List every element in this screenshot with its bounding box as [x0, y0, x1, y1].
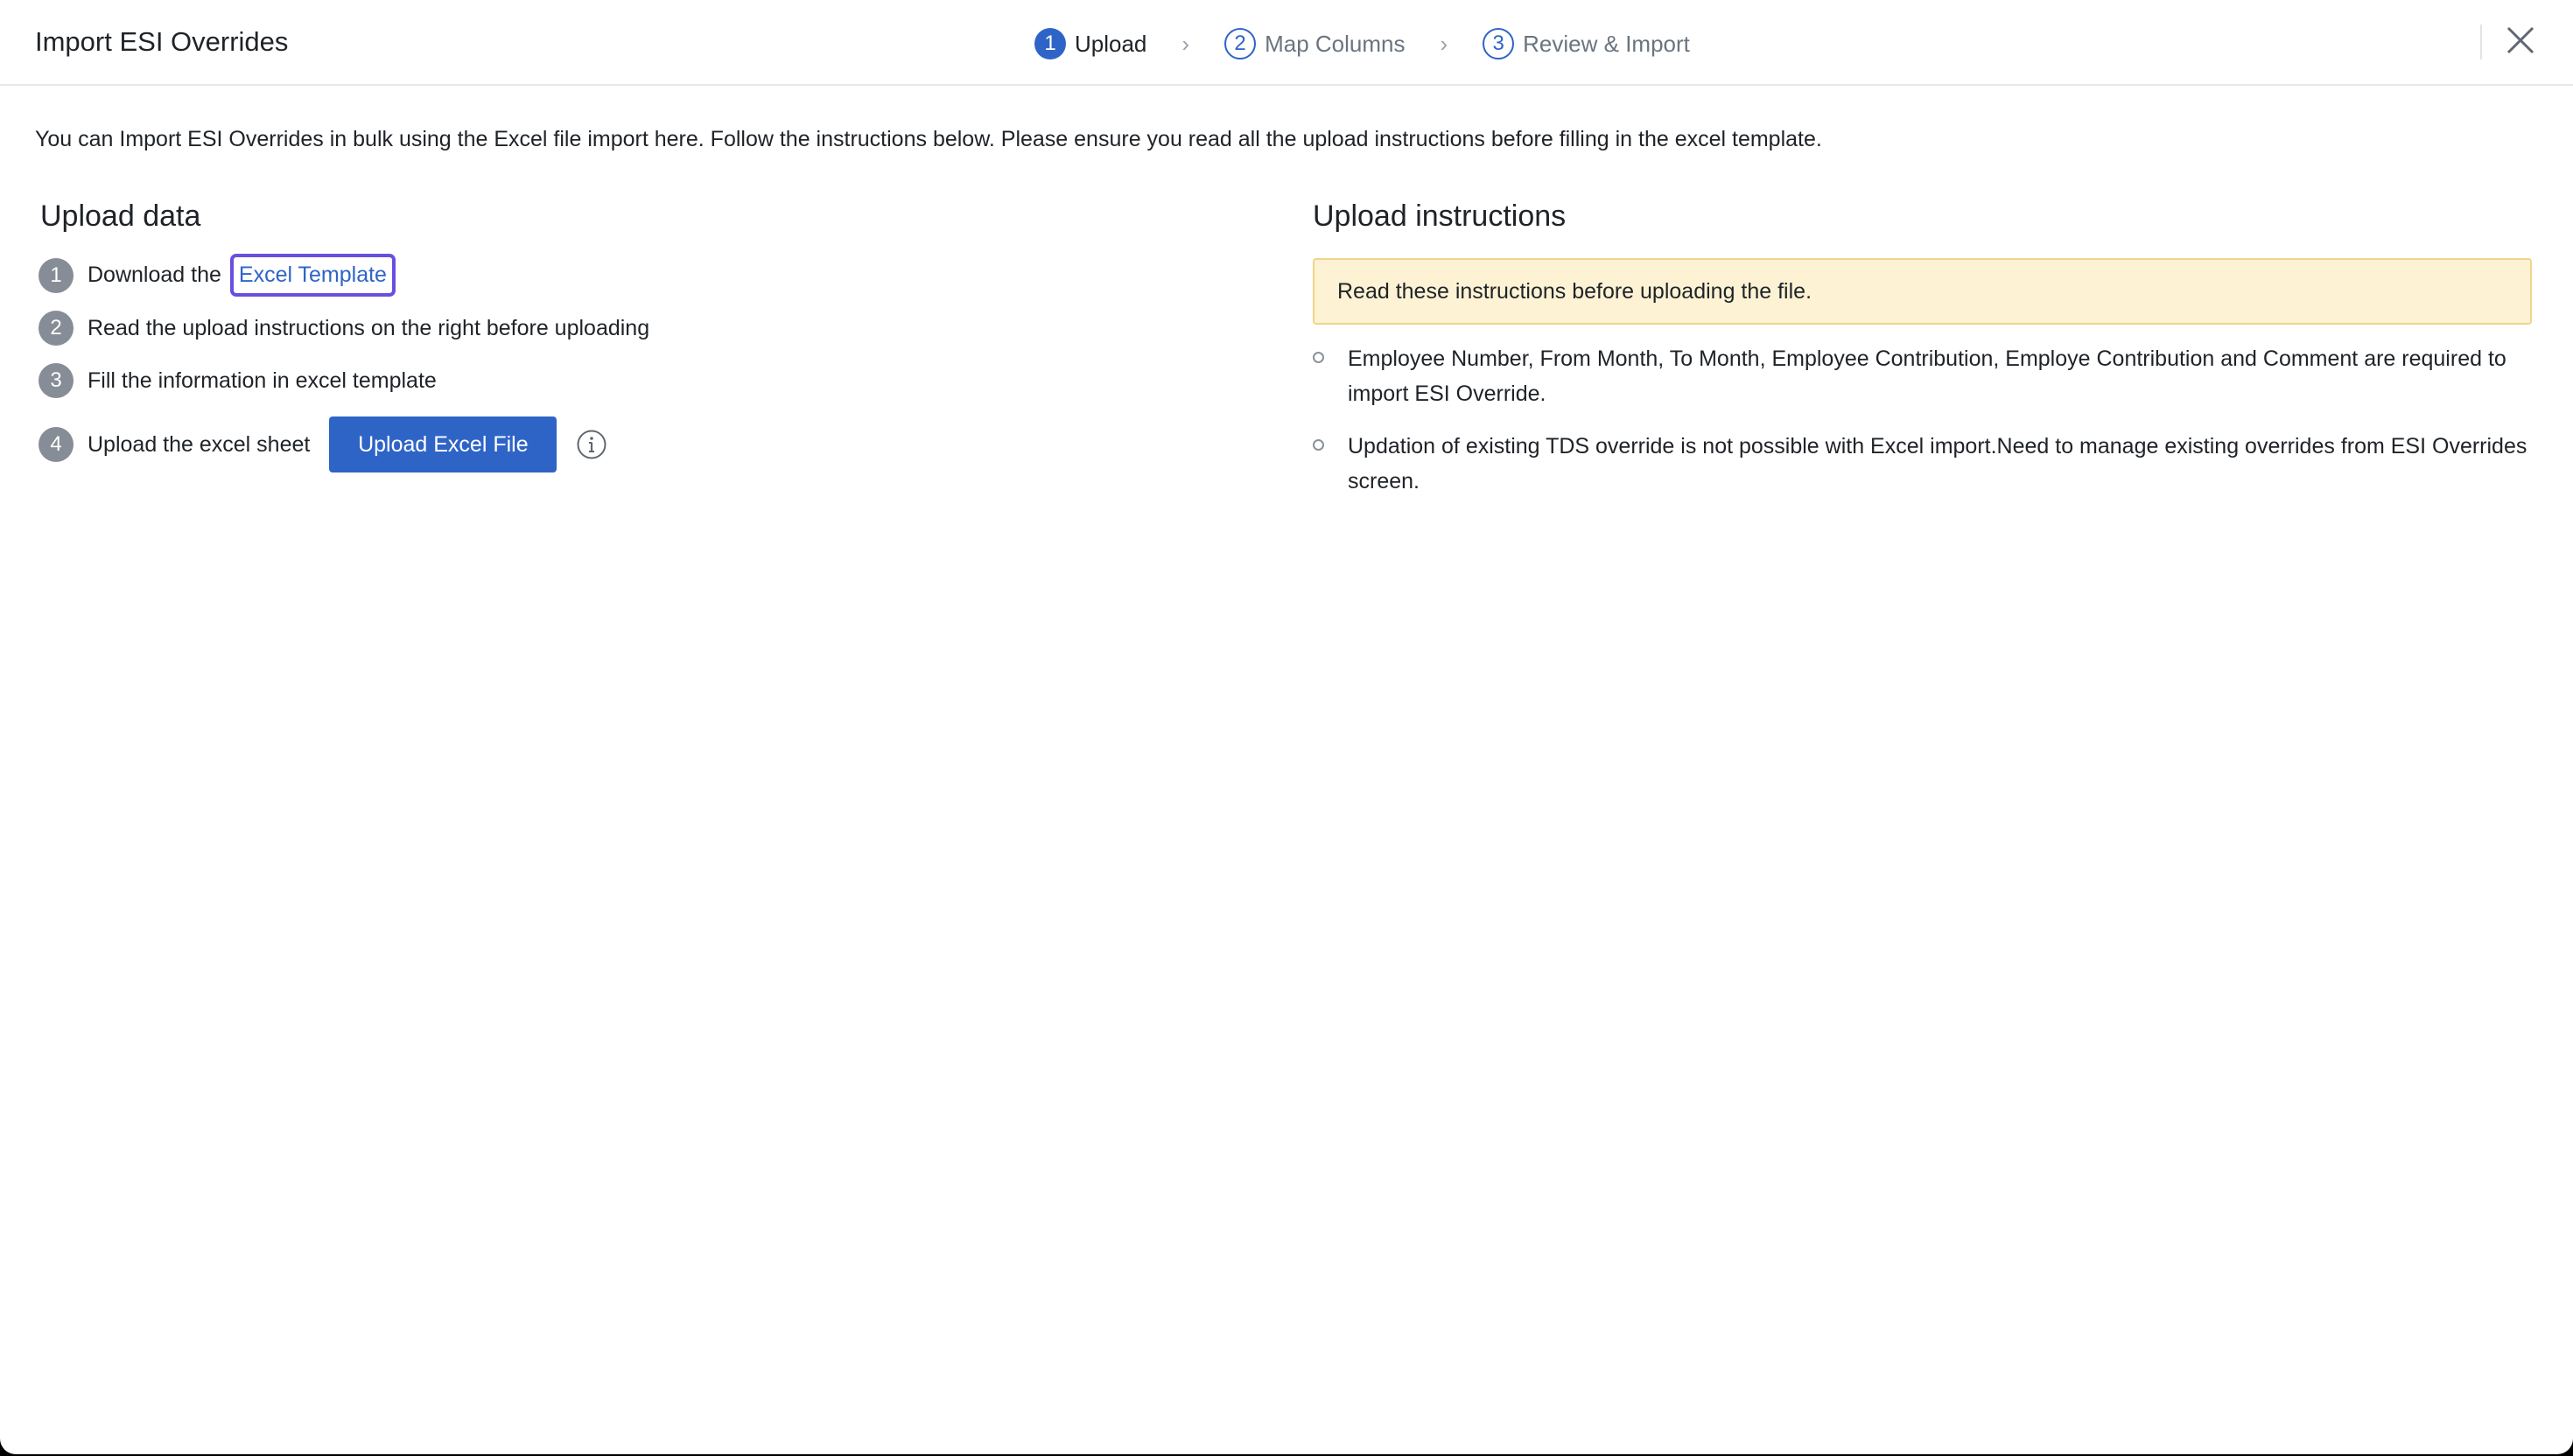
step-badge: 4: [39, 427, 74, 462]
step-text: Fill the information in excel template: [88, 368, 437, 393]
step-text: Download the: [88, 262, 221, 287]
step-review-import[interactable]: [1483, 28, 1690, 60]
bullet-icon: [1313, 429, 1348, 499]
step-badge: 3: [39, 363, 74, 398]
step-number: 2: [1224, 28, 1256, 60]
modal-header: [0, 0, 2573, 86]
stepper: [1034, 26, 1690, 61]
upload-instructions-title: Upload instructions: [1313, 200, 1567, 233]
step-label: Upload: [1075, 30, 1147, 57]
list-item: [1313, 341, 2532, 411]
header-divider: [2480, 24, 2482, 60]
step-badge: 1: [39, 258, 74, 293]
step-label: Review & Import: [1523, 30, 1690, 57]
instructions-list: [1313, 341, 2532, 516]
instructions-alert: Read these instructions before uploading the file.: [1313, 258, 2532, 325]
chevron-right-icon: ›: [1181, 30, 1190, 57]
instruction-text: Employee Number, From Month, To Month, Employee Contribution, Employe Contribution and Comment are required to import ESI Override.: [1348, 346, 2506, 406]
step-badge: 2: [39, 311, 74, 346]
close-button[interactable]: [2505, 24, 2536, 56]
chevron-right-icon: ›: [1440, 30, 1448, 57]
list-item: [1313, 429, 2532, 499]
upload-step-2: [39, 311, 649, 346]
instruction-text: Updation of existing TDS override is not possible with Excel import.Need to manage existing overrides from ESI Overrides screen.: [1348, 434, 2527, 494]
step-number: 3: [1483, 28, 1514, 60]
step-text: Upload the excel sheet: [88, 431, 311, 457]
upload-step-3: [39, 363, 437, 398]
step-map-columns[interactable]: [1224, 28, 1405, 60]
close-icon: [2505, 24, 2536, 56]
step-upload[interactable]: [1034, 28, 1146, 60]
step-number: 1: [1034, 28, 1066, 60]
upload-data-title: Upload data: [40, 200, 201, 233]
step-label: Map Columns: [1265, 30, 1406, 57]
bullet-icon: [1313, 341, 1348, 411]
upload-step-4: [39, 416, 607, 472]
step-text: Read the upload instructions on the right before uploading: [88, 315, 650, 340]
upload-step-1: [39, 254, 396, 297]
upload-excel-file-button[interactable]: Upload Excel File: [329, 416, 557, 472]
modal-title: Import ESI Overrides: [35, 26, 289, 57]
intro-text: You can Import ESI Overrides in bulk using the Excel file import here. Follow the instructions below. Please ensure you read all the upload instructions before filling in the excel template.: [35, 127, 1822, 151]
info-icon[interactable]: [576, 429, 607, 460]
excel-template-link[interactable]: Excel Template: [230, 254, 396, 297]
